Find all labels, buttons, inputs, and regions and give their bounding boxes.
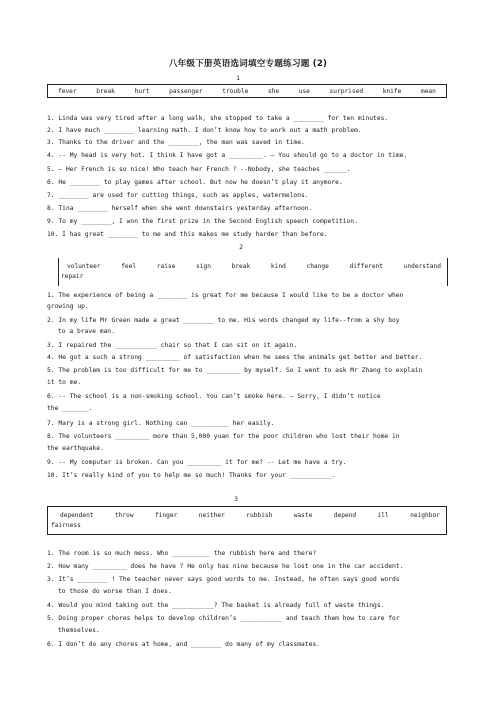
question: 1. Linda was very tired after a long walk, she stopped to take a ________ for ten minutes.	[47, 115, 389, 122]
question: 2. I have much ________ learning math. I don’t know how to work out a math problem.	[47, 127, 362, 134]
question: 6. -- The school is a non-smoking school. You can’t smoke here. – Sorry, I didn’t notice	[47, 393, 381, 400]
question: 5. Doing proper chores helps to develop children’s ___________ and teach them how to care for	[47, 615, 400, 622]
word-bank	[59, 258, 447, 270]
word-bank-item: dependent	[60, 512, 94, 519]
word-bank-item: hurt	[134, 87, 150, 95]
question: 7. ________ are used for cutting things, such as apples, watermelons.	[47, 192, 309, 199]
section-number: 1	[236, 74, 240, 82]
word-bank-item: different	[349, 263, 384, 270]
word-bank-box	[58, 258, 448, 286]
word-bank-item: depend	[333, 512, 357, 519]
word-bank-item: repair	[61, 273, 84, 280]
question-continuation: the _______.	[47, 405, 93, 412]
word-bank-item: neighbor	[410, 512, 440, 519]
word-bank-item: neither	[198, 512, 225, 519]
question-continuation: growing up.	[47, 303, 89, 310]
question: 3. It’s ________ ! The teacher never says good words to me. Instead, he often says good words	[47, 576, 400, 583]
question-continuation: to a brave man.	[58, 328, 115, 335]
question: 2. In my life Mr Green made a great ________ to me. His words changed my life--from a shy boy	[47, 317, 400, 324]
question: 6. I don’t do any chores at home, and ________ do many of my classmates.	[47, 641, 320, 648]
word-bank-item: feel	[121, 263, 137, 270]
word-bank-item: trouble	[222, 87, 249, 95]
question: 4. Would you mind taking out the ___________? The basket is already full of waste things.	[47, 602, 385, 609]
word-bank-item: understand	[403, 263, 441, 270]
word-bank	[48, 507, 446, 519]
word-bank-item: finger	[154, 512, 178, 519]
question-continuation: themselves.	[58, 627, 100, 634]
word-bank	[48, 85, 446, 97]
word-bank-item: throw	[114, 512, 134, 519]
word-bank-item: change	[306, 263, 329, 270]
word-bank-item: knife	[382, 87, 402, 95]
section-number: 3	[234, 495, 238, 503]
word-bank-item: waste	[293, 512, 313, 519]
word-bank-box	[47, 84, 447, 98]
word-bank-item: break	[96, 87, 115, 95]
word-bank-item: passenger	[169, 87, 203, 95]
question-continuation: it to me.	[47, 379, 82, 386]
word-bank-box	[47, 506, 447, 535]
question: 7. Mary is a strong girl. Nothing can __________ her easily.	[47, 420, 275, 427]
question: 3. Thanks to the driver and the ________, the man was saved in time.	[47, 139, 305, 146]
question: 9. -- My computer is broken. Can you _________ it for me? -- Let me have a try.	[47, 459, 347, 466]
question: 10. I has great ________ to me and this makes me study harder than before.	[47, 231, 328, 238]
word-bank-item: sign	[196, 263, 211, 270]
question: 1. The room is so much mess. Who __________ the rubbish here and there?	[47, 550, 317, 557]
word-bank-item: rubbish	[246, 512, 273, 519]
question: 10. It’s really kind of you to help me so much! Thanks for your ___________.	[47, 472, 336, 479]
word-bank-item: kind	[270, 263, 286, 270]
question: 1. The experience of being a ________ is great for me because I would like to be a doctor when	[47, 292, 404, 299]
word-bank-item: fairness	[51, 522, 81, 529]
question: 4. -- My head is very hot. I think I have got a _________. – You should go to a doctor in time.	[47, 152, 408, 159]
question: 2. How many _________ does he have ? He only has nine because he lost one in the car accident.	[47, 563, 404, 570]
question-continuation: the earthquake.	[47, 445, 104, 452]
question: 5. – Her French is so nice! Who teach her French ? --Nobody, she teaches ______.	[47, 166, 351, 173]
word-bank-item: break	[231, 263, 251, 270]
word-bank-item: surprised	[329, 87, 364, 95]
question-continuation: to those do worse than I does.	[58, 588, 172, 595]
word-bank-item: volunteer	[67, 263, 101, 270]
section-number: 2	[239, 243, 243, 251]
word-bank-item: raise	[156, 263, 176, 270]
question: 9. To my ________, I won the first prize in the Second English speech competition.	[47, 218, 358, 225]
question: 4. He got a such a strong _________ of satisfaction when he sees the animals get better and better.	[47, 354, 423, 361]
question: 6. He ________ to play games after school. But now he doesn’t play it anymore.	[47, 179, 343, 186]
question: 8. The volunteers _________ more than 5,000 yuan for the poor children who lost their home in	[47, 433, 400, 440]
word-bank-item: ill	[377, 512, 389, 519]
question: 5. The problem is too difficult for me to _________ by myself. So I went to ask Mr Zhang to explain	[47, 367, 423, 374]
word-bank-item: she	[267, 87, 280, 95]
page-title: 八年级下册英语选词填空专题练习题 (2)	[168, 59, 328, 69]
question: 3. I repaired the ___________ chair so that I can sit on it again.	[47, 342, 298, 349]
word-bank-item: mean	[420, 87, 436, 95]
word-bank-item: fever	[58, 87, 77, 95]
question: 8. Tina ________ herself when she went downstairs yesterday afternoon.	[47, 205, 313, 212]
word-bank-item: use	[298, 87, 310, 95]
